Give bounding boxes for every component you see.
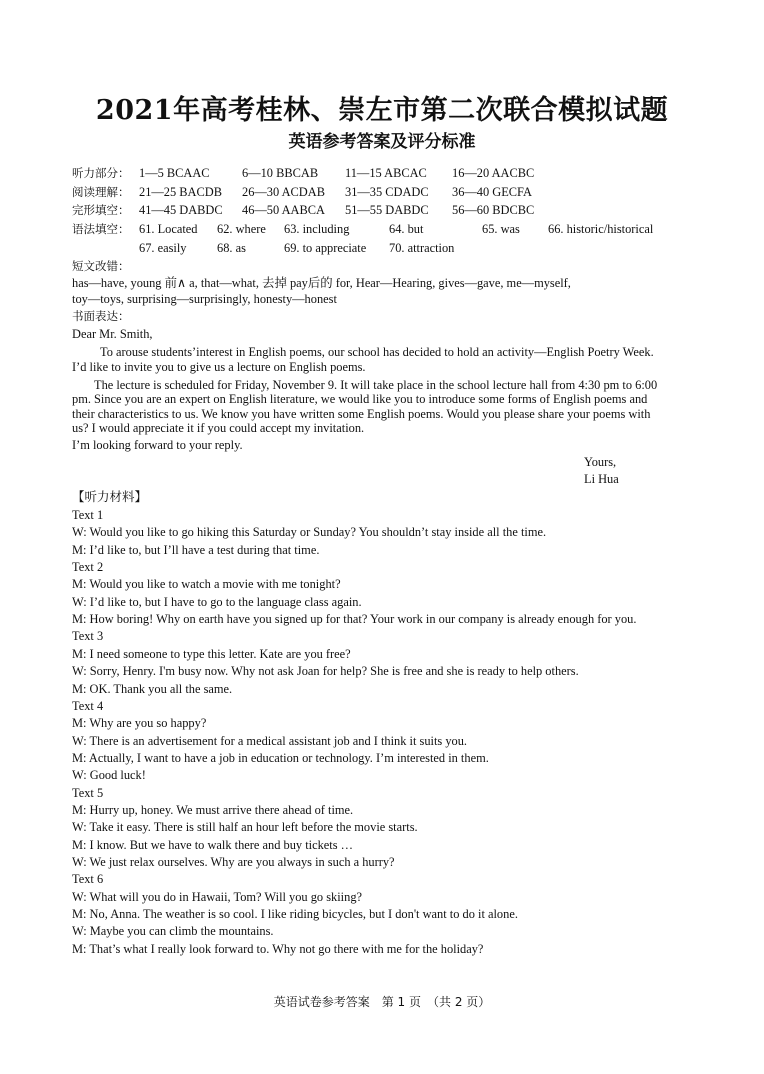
transcript-line: W: Sorry, Henry. I'm busy now. Why not ask Joan for help? She is free and she is ready to help others. [72, 664, 579, 679]
cloze-label: 完形填空： [72, 203, 130, 217]
transcript-line: W: There is an advertisement for a medical assistant job and I think it suits you. [72, 733, 468, 748]
letter-line: The lecture is scheduled for Friday, November 9. It will take place in the school lecture hall from 4:30 pm to 6:00 [94, 378, 658, 392]
transcript-line: M: Actually, I want to have a job in education or technology. I’m interested in them. [72, 750, 489, 765]
answer-item: 70. attraction [389, 241, 455, 255]
transcript-line: M: Hurry up, honey. We must arrive there ahead of time. [72, 802, 354, 817]
answer-group: 31—35 CDADC [345, 185, 429, 199]
letter-line: To arouse students’interest in English poems, our school has decided to hold an activity—English Poetry Week. [100, 345, 654, 359]
grammar-label: 语法填空： [72, 222, 130, 236]
transcript-line: W: Would you like to go hiking this Saturday or Sunday? You shouldn’t stay inside all the time. [72, 525, 547, 540]
listening-answers [72, 165, 712, 181]
correction-label: 短文改错： [72, 259, 130, 273]
reading-answers [72, 184, 712, 200]
transcript-line: Text 4 [72, 698, 104, 713]
answer-group: 56—60 BDCBC [452, 203, 535, 217]
transcript-line: W: We just relax ourselves. Why are you always in such a hurry? [72, 855, 395, 869]
answer-group: 41—45 DABDC [139, 203, 223, 217]
transcript-line: W: I’d like to, but I have to go to the language class again. [72, 594, 362, 609]
page-footer: 英语试卷参考答案 第 1 页 （共 2 页） [273, 995, 491, 1009]
answer-group: 6—10 BBCAB [242, 166, 319, 180]
transcript-line: W: Good luck! [72, 768, 146, 783]
letter-line: us? I would appreciate it if you could accept my invitation. [72, 421, 365, 435]
transcript-line: Text 2 [72, 560, 104, 575]
transcript-line: M: I’d like to, but I’ll have a test during that time. [72, 542, 320, 557]
listening-material-heading: 【听力材料】 [72, 489, 148, 504]
transcript-line: M: Would you like to watch a movie with me tonight? [72, 577, 341, 592]
transcript-line: M: I need someone to type this letter. Kate are you free? [72, 646, 351, 661]
answer-item: 64. but [389, 222, 424, 236]
letter-line: pm. Since you are an expert on English literature, we would like you to introduce some forms of English poems and [72, 392, 648, 406]
answer-group: 51—55 DABDC [345, 203, 429, 217]
correction-line: toy—toys, surprising—surprisingly, honesty—honest [72, 292, 337, 306]
page-title: 2021年高考桂林、崇左市第二次联合模拟试题 [95, 95, 669, 126]
transcript-line: W: Take it easy. There is still half an hour left before the movie starts. [72, 820, 418, 835]
answer-item: 68. as [217, 241, 246, 255]
letter-signature: Li Hua [584, 472, 619, 486]
transcript-line: M: How boring! Why on earth have you signed up for that? Your work in our company is already enough for you. [72, 612, 637, 627]
transcript-line: W: Maybe you can climb the mountains. [72, 924, 274, 939]
transcript-line: M: Why are you so happy? [72, 716, 207, 731]
answer-group: 26—30 ACDAB [242, 185, 325, 199]
answer-item: 62. where [217, 222, 266, 236]
page-subtitle: 英语参考答案及评分标准 [288, 132, 476, 152]
letter-greeting: Dear Mr. Smith, [72, 327, 153, 341]
transcript-line: Text 5 [72, 785, 104, 800]
transcript-line: M: No, Anna. The weather is so cool. I like riding bicycles, but I don't want to do it alone. [72, 907, 518, 922]
transcript-line: Text 1 [72, 508, 104, 522]
answer-group: 21—25 BACDB [139, 185, 222, 199]
transcript-line: M: OK. Thank you all the same. [72, 681, 233, 696]
transcript-line: W: What will you do in Hawaii, Tom? Will you go skiing? [72, 889, 363, 904]
answer-item: 67. easily [139, 241, 187, 255]
answer-group: 36—40 GECFA [452, 185, 532, 199]
answer-item: 66. historic/historical [548, 222, 654, 236]
cloze-answers [72, 202, 712, 218]
answer-item: 69. to appreciate [284, 241, 367, 255]
answer-item: 61. Located [139, 222, 198, 236]
answer-group: 1—5 BCAAC [139, 166, 210, 180]
transcript-line: M: I know. But we have to walk there and buy tickets … [72, 837, 354, 852]
answer-group: 11—15 ABCAC [345, 166, 427, 180]
answer-group: 46—50 AABCA [242, 203, 325, 217]
letter-line: I’m looking forward to your reply. [72, 438, 243, 452]
answer-group: 16—20 AACBC [452, 166, 535, 180]
reading-label: 阅读理解： [72, 185, 130, 199]
correction-line: has—have, young 前∧ a, that—what, 去掉 pay后的 for, Hear—Hearing, gives—gave, me—myself, [72, 276, 571, 290]
transcript-line: M: That’s what I really look forward to. Why not go there with me for the holiday? [72, 941, 484, 956]
transcript-line: Text 3 [72, 629, 104, 644]
writing-label: 书面表达： [72, 309, 130, 323]
listening-label: 听力部分： [72, 166, 130, 180]
letter-closing: Yours, [584, 455, 617, 469]
letter-line: their characteristics to us. We know you have written some English poems. Would you please share your poems with [72, 407, 651, 421]
answer-item: 63. including [284, 222, 350, 236]
grammar-answers [72, 221, 712, 256]
answer-item: 65. was [482, 222, 520, 236]
letter-line: I’d like to invite you to give us a lecture on English poems. [72, 360, 366, 374]
transcript-line: Text 6 [72, 872, 104, 887]
